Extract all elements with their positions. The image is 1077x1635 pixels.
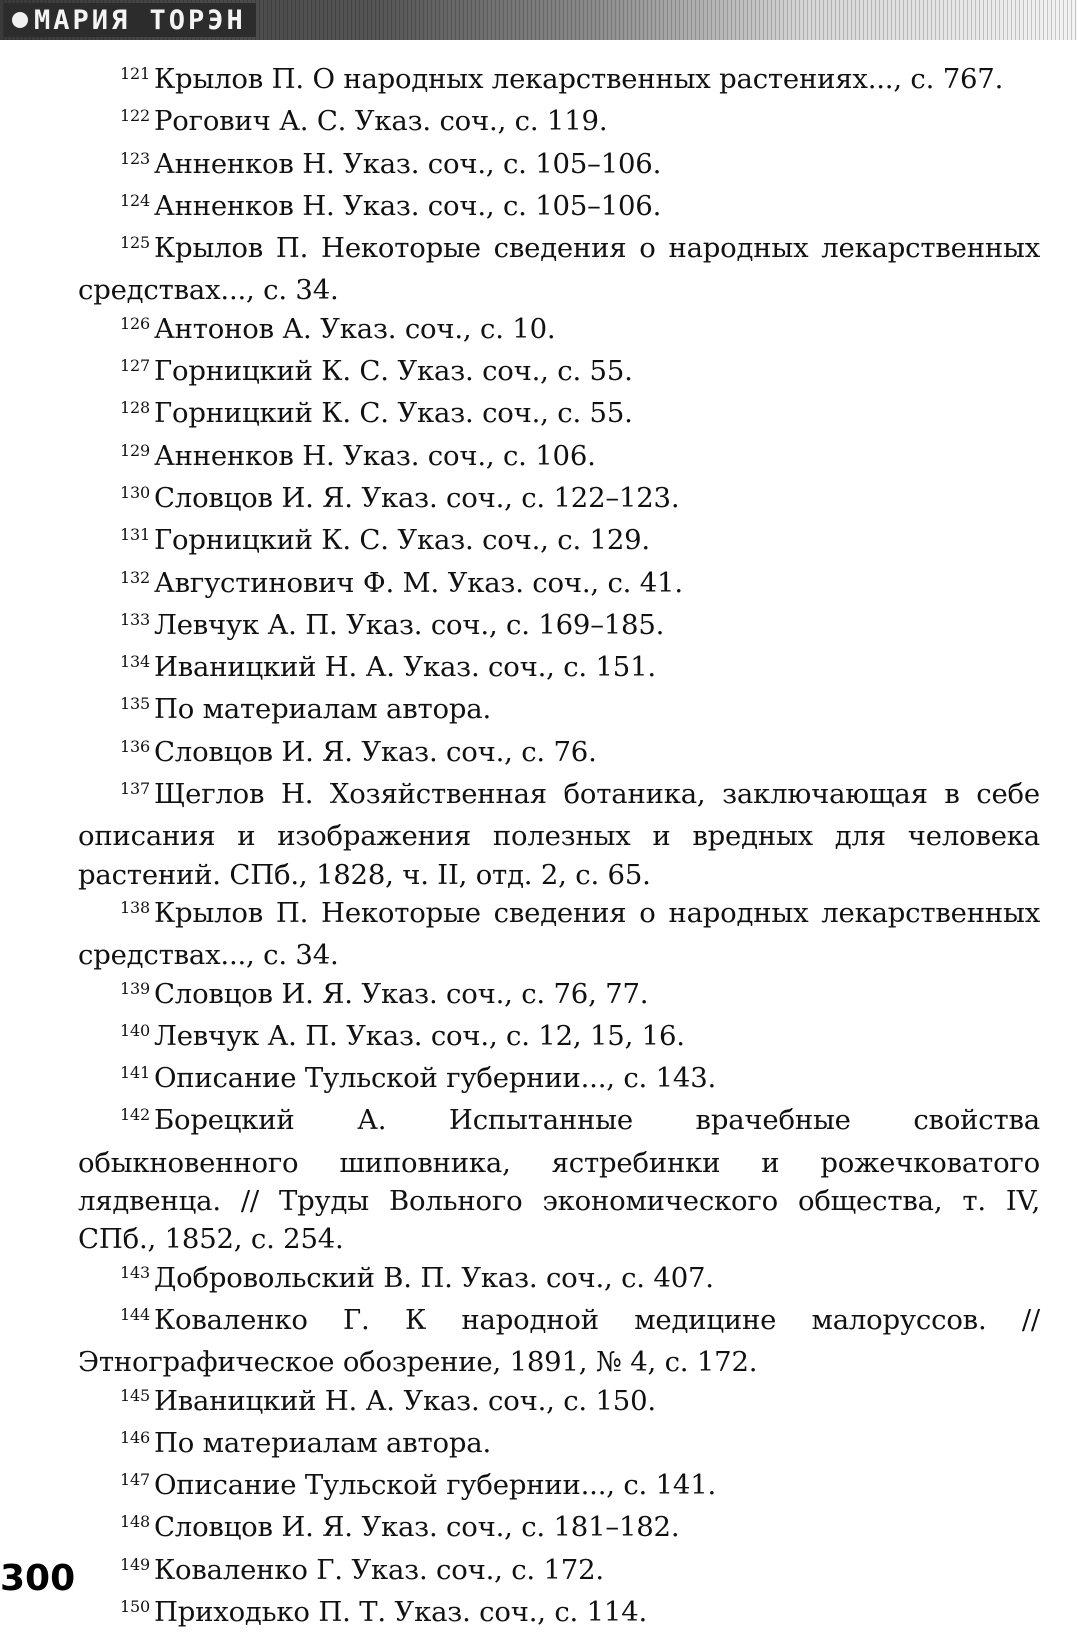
footnote: [78, 60, 1040, 102]
footnote: [78, 564, 1040, 606]
footnote-number: 143: [120, 1262, 150, 1282]
footnote: [78, 975, 1040, 1017]
footnote: [78, 1424, 1040, 1466]
footnote: [78, 733, 1040, 775]
footnote-text: Рогович А. С. Указ. соч., с. 119.: [153, 105, 608, 138]
footnote-number: 146: [120, 1427, 150, 1447]
footnote-text: По материалам автора.: [153, 693, 492, 726]
footnote-number: 131: [120, 525, 150, 545]
footnote-text: Августинович Ф. М. Указ. соч., с. 41.: [153, 566, 683, 599]
footnote-text: Крылов П. О народных лекарственных растениях..., с. 767.: [153, 63, 1004, 95]
footnote-number: 127: [120, 356, 150, 376]
footnote: [78, 310, 1040, 352]
footnote-number: 132: [120, 567, 150, 587]
footnote: [78, 1593, 1040, 1635]
footnote-number: 125: [120, 233, 150, 253]
footnote-text: Анненков Н. Указ. соч., с. 105–106.: [153, 147, 662, 180]
author-name: МАРИЯ ТОРЭН: [34, 4, 246, 36]
footnote: [78, 648, 1040, 690]
footnote-text: Словцов И. Я. Указ. соч., с. 122–123.: [153, 481, 680, 514]
footnote-number: 149: [120, 1554, 150, 1574]
footnote-text: Крылов П. Некоторые сведения о народных лекарственных средствах..., с. 34.: [78, 232, 1040, 307]
footnote-text: Коваленко Г. К народной медицине малоруссов. // Этнографическое обозрение, 1891, № 4, с. 172.: [78, 1303, 1040, 1379]
footnote-text: Горницкий К. С. Указ. соч., с. 129.: [153, 524, 650, 557]
footnote: [78, 229, 1040, 310]
footnote-number: 124: [120, 190, 150, 210]
footnote-number: 133: [120, 609, 150, 629]
footnote-text: Антонов А. Указ. соч., с. 10.: [153, 312, 556, 345]
footnote-number: 121: [120, 64, 150, 83]
page-number: 300: [0, 1558, 76, 1599]
footnote-number: 129: [120, 440, 150, 460]
footnote-number: 147: [120, 1470, 150, 1490]
footnote-text: Иваницкий Н. А. Указ. соч., с. 150.: [153, 1384, 656, 1417]
footnote-text: Горницкий К. С. Указ. соч., с. 55.: [153, 397, 633, 430]
footnote-text: Иваницкий Н. А. Указ. соч., с. 151.: [153, 651, 656, 684]
footnote-number: 150: [120, 1596, 150, 1616]
footnote: [78, 437, 1040, 479]
footnote-text: Крылов П. Некоторые сведения о народных лекарственных средствах..., с. 34.: [78, 896, 1040, 972]
footnote-number: 141: [120, 1063, 150, 1083]
footnote-text: Левчук А. П. Указ. соч., с. 12, 15, 16.: [153, 1019, 685, 1052]
footnote: [78, 606, 1040, 648]
footnote-number: 140: [120, 1020, 150, 1040]
footnote-text: Борецкий А. Испытанные врачебные свойства обыкновенного шиповника, ястребинки и рожечковатого лядвенца. // Труды Вольного экономического общества, т. IV, СПб., 1852, с. 254.: [78, 1104, 1040, 1256]
footnote-number: 144: [120, 1304, 150, 1324]
footnote-text: Словцов И. Я. Указ. соч., с. 76, 77.: [153, 977, 649, 1010]
footnote: [78, 775, 1040, 894]
footnote-number: 145: [120, 1385, 150, 1405]
footnote: [78, 1466, 1040, 1508]
footnote-number: 122: [120, 106, 150, 126]
footnote: [78, 1059, 1040, 1101]
running-header-author: [4, 3, 256, 37]
running-header: [0, 0, 1077, 40]
footnote: [78, 479, 1040, 521]
footnote-text: Анненков Н. Указ. соч., с. 106.: [153, 439, 596, 472]
footnote-text: Словцов И. Я. Указ. соч., с. 76.: [153, 735, 597, 768]
footnote: [78, 1382, 1040, 1424]
footnote: [78, 690, 1040, 732]
footnote-text: По материалам автора.: [153, 1426, 492, 1459]
footnote: [78, 394, 1040, 436]
footnote-number: 135: [120, 694, 150, 714]
footnote-text: Приходько П. Т. Указ. соч., с. 114.: [153, 1595, 648, 1628]
footnote-number: 134: [120, 652, 150, 672]
footnote-text: Щеглов Н. Хозяйственная ботаника, заключающая в себе описания и изображения полезных и вредных для человека растений. СПб., 1828, ч. II, отд. 2, с. 65.: [78, 778, 1040, 891]
footnote-number: 136: [120, 736, 150, 756]
footnote-text: Добровольский В. П. Указ. соч., с. 407.: [153, 1261, 714, 1294]
footnote-number: 138: [120, 897, 150, 917]
bullet-icon: [12, 12, 28, 28]
footnote-number: 142: [120, 1105, 150, 1125]
footnote-number: 126: [120, 313, 150, 333]
footnote-number: 123: [120, 148, 150, 168]
footnote: [78, 1301, 1040, 1382]
footnote-text: Описание Тульской губернии..., с. 143.: [153, 1062, 717, 1095]
footnote: [78, 1551, 1040, 1593]
footnote: [78, 352, 1040, 394]
footnote: [78, 1259, 1040, 1301]
footnote-number: 137: [120, 779, 150, 799]
footnote: [78, 102, 1040, 144]
footnote-text: Коваленко Г. Указ. соч., с. 172.: [153, 1553, 604, 1586]
footnote: [78, 1101, 1040, 1258]
footnote: [78, 1508, 1040, 1550]
footnotes-list: [78, 60, 1040, 1635]
footnote-text: Левчук А. П. Указ. соч., с. 169–185.: [153, 608, 665, 641]
footnote-text: Анненков Н. Указ. соч., с. 105–106.: [153, 189, 662, 222]
footnote-number: 139: [120, 978, 150, 998]
footnote-number: 130: [120, 482, 150, 502]
footnote-text: Горницкий К. С. Указ. соч., с. 55.: [153, 355, 633, 388]
footnote: [78, 1017, 1040, 1059]
footnote-number: 148: [120, 1512, 150, 1532]
footnote-number: 128: [120, 398, 150, 418]
footnote-text: Описание Тульской губернии..., с. 141.: [153, 1469, 717, 1502]
footnote: [78, 894, 1040, 975]
footnote-text: Словцов И. Я. Указ. соч., с. 181–182.: [153, 1511, 680, 1544]
footnote: [78, 187, 1040, 229]
footnote: [78, 521, 1040, 563]
footnote: [78, 145, 1040, 187]
